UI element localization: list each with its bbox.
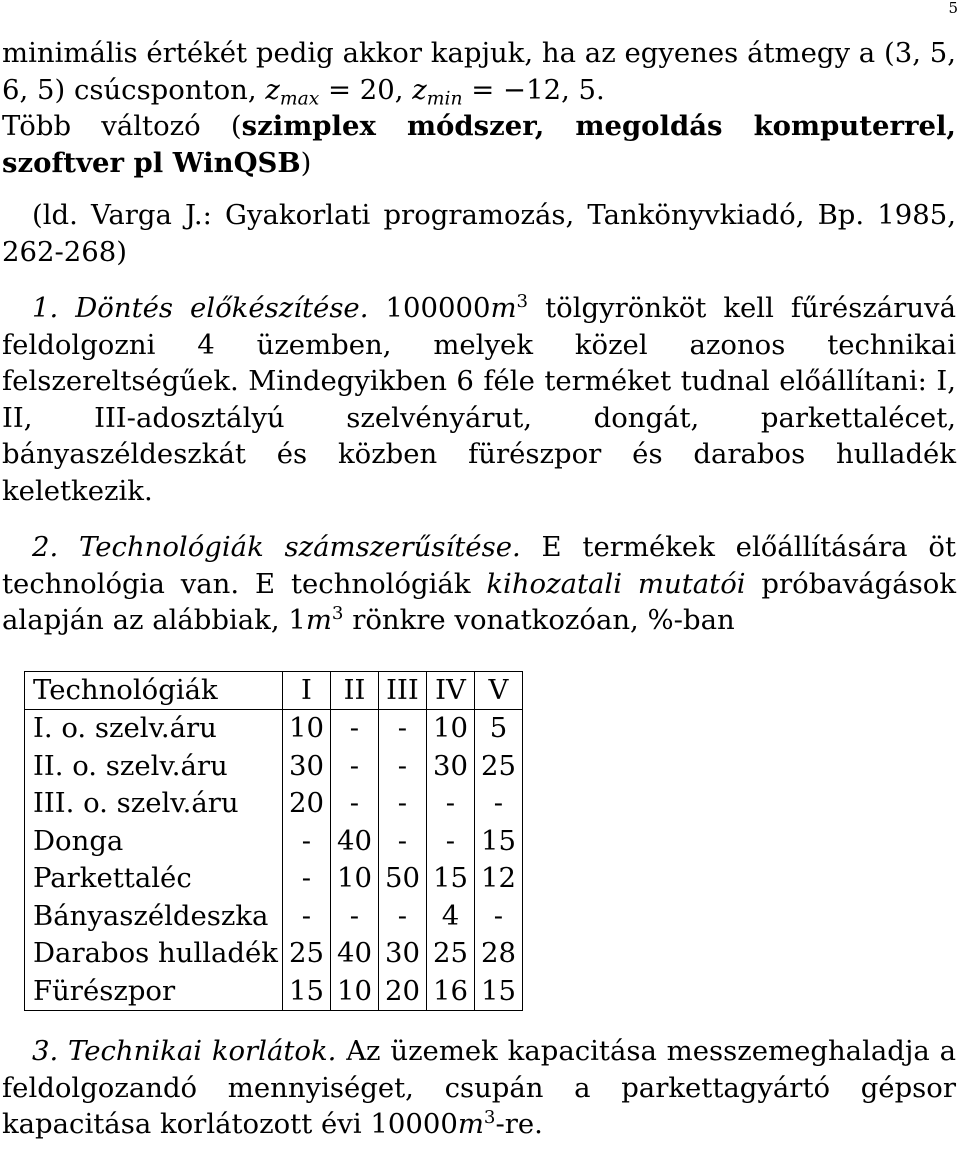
section-3-text-b: -re.	[495, 1108, 543, 1140]
table-cell: 10	[330, 860, 378, 898]
table-cell: 30	[282, 748, 330, 786]
section-1-text: tölgyrönköt kell fűrészáruvá feldolgozni 4 üzemben, melyek közel azonos technikai felszereltségűek. Mindegyikben 6 féle terméket tudnal előállítani: I, II, III-adosztályú szelvényárut, dongát, parkettalécet, bányaszéldeszkát és közben fürészpor és darabos hulladék keletkezik.	[2, 292, 956, 507]
paragraph-intro	[2, 35, 956, 108]
table-cell: 10	[282, 710, 330, 748]
table-cell: 30	[426, 748, 474, 786]
superscript: 3	[331, 603, 344, 625]
section-3-text: Az üzemek kapacitása messzemeghaladja a feldolgozandó mennyiséget, csupán a parkettagyártó gépsor kapacitása korlátozott évi 10000	[2, 1035, 957, 1140]
table-cell: -	[330, 785, 378, 823]
table-cell: -	[282, 860, 330, 898]
table-cell: -	[474, 785, 522, 823]
table-cell: 4	[426, 898, 474, 936]
m-symbol: m	[305, 604, 332, 636]
paragraph-multivar	[2, 108, 956, 181]
zmax-value: = 20,	[319, 73, 413, 106]
table-cell: 15	[426, 860, 474, 898]
section-2-text-b: próbavágások alapján az alábbiak, 1	[2, 567, 956, 636]
table-cell: II. o. szelv.áru	[25, 748, 283, 786]
table-cell: -	[330, 748, 378, 786]
table-cell: 15	[474, 823, 522, 861]
multivar-text: Több változó (	[2, 110, 242, 142]
table-cell: Parkettaléc	[25, 860, 283, 898]
table-row	[25, 935, 523, 973]
section-1	[2, 290, 956, 509]
table-row	[25, 898, 523, 936]
table-cell: 30	[378, 935, 426, 973]
table-cell: 25	[282, 935, 330, 973]
multivar-close: )	[300, 146, 312, 179]
table-cell: -	[426, 785, 474, 823]
page-number: 5	[948, 0, 958, 17]
table-cell: 15	[282, 973, 330, 1011]
table-cell: -	[378, 710, 426, 748]
table-row	[25, 710, 523, 748]
table-cell: 10	[330, 973, 378, 1011]
table-cell: -	[330, 710, 378, 748]
header-cell: III	[378, 671, 426, 710]
table-cell: 5	[474, 710, 522, 748]
table-cell: -	[282, 823, 330, 861]
zmin-value: = −12, 5.	[462, 73, 605, 106]
m-symbol: m	[457, 1108, 484, 1140]
section-2-italic: kihozatali mutatói	[486, 567, 746, 600]
table-cell: Fürészpor	[25, 973, 283, 1011]
table-row	[25, 785, 523, 823]
section-3-heading: 3. Technikai korlátok.	[32, 1035, 337, 1067]
header-cell: Technológiák	[25, 671, 283, 710]
table-cell: -	[378, 823, 426, 861]
table-cell: 40	[330, 823, 378, 861]
section-1-number: 100000	[368, 292, 491, 324]
header-cell: I	[282, 671, 330, 710]
table-row	[25, 748, 523, 786]
document-body	[2, 35, 956, 1143]
section-2-text: E termékek előállítására öt technológia van. E technológiák	[2, 531, 956, 600]
section-2	[2, 529, 956, 639]
table-wrapper	[24, 671, 956, 1012]
table-cell: -	[330, 898, 378, 936]
table-cell: -	[426, 823, 474, 861]
table-header-row	[25, 671, 523, 710]
table-cell: 50	[378, 860, 426, 898]
table-row	[25, 973, 523, 1011]
z-symbol: z	[412, 73, 427, 106]
subscript-max: max	[279, 88, 320, 110]
table-cell: 10	[426, 710, 474, 748]
m-symbol: m	[490, 292, 517, 324]
table-cell: 16	[426, 973, 474, 1011]
table-cell: Bányaszéldeszka	[25, 898, 283, 936]
table-cell: -	[378, 785, 426, 823]
table-cell: Donga	[25, 823, 283, 861]
table-cell: 20	[378, 973, 426, 1011]
table-cell: -	[378, 748, 426, 786]
header-cell: V	[474, 671, 522, 710]
table-cell: 15	[474, 973, 522, 1011]
paragraph-reference: (ld. Varga J.: Gyakorlati programozás, Tankönyvkiadó, Bp. 1985, 262-268)	[2, 199, 956, 268]
table-cell: 28	[474, 935, 522, 973]
header-cell: II	[330, 671, 378, 710]
table-cell: -	[474, 898, 522, 936]
table-row	[25, 823, 523, 861]
table-cell: -	[378, 898, 426, 936]
table-cell: Darabos hulladék	[25, 935, 283, 973]
intro-text: minimális értékét pedig akkor kapjuk, ha az egyenes átmegy a (3, 5, 6, 5) csúcsponton,	[2, 37, 956, 106]
table-cell: 20	[282, 785, 330, 823]
section-2-text-c: rönkre vonatkozóan, %-ban	[343, 604, 735, 636]
table-cell: 12	[474, 860, 522, 898]
section-3	[2, 1033, 956, 1143]
subscript-min: min	[426, 88, 463, 110]
table-cell: 25	[426, 935, 474, 973]
table-row	[25, 860, 523, 898]
z-symbol: z	[265, 73, 280, 106]
table-cell: 40	[330, 935, 378, 973]
superscript: 3	[483, 1107, 496, 1129]
header-cell: IV	[426, 671, 474, 710]
table-cell: I. o. szelv.áru	[25, 710, 283, 748]
table-cell: 25	[474, 748, 522, 786]
multivar-bold: szimplex módszer, megoldás komputerrel, szoftver pl WinQSB	[2, 110, 956, 179]
table-cell: III. o. szelv.áru	[25, 785, 283, 823]
table-cell: -	[282, 898, 330, 936]
superscript: 3	[516, 291, 529, 313]
section-2-heading: 2. Technológiák számszerűsítése.	[32, 531, 521, 563]
section-1-heading: 1. Döntés előkészítése.	[32, 292, 369, 324]
yield-table	[24, 671, 523, 1012]
